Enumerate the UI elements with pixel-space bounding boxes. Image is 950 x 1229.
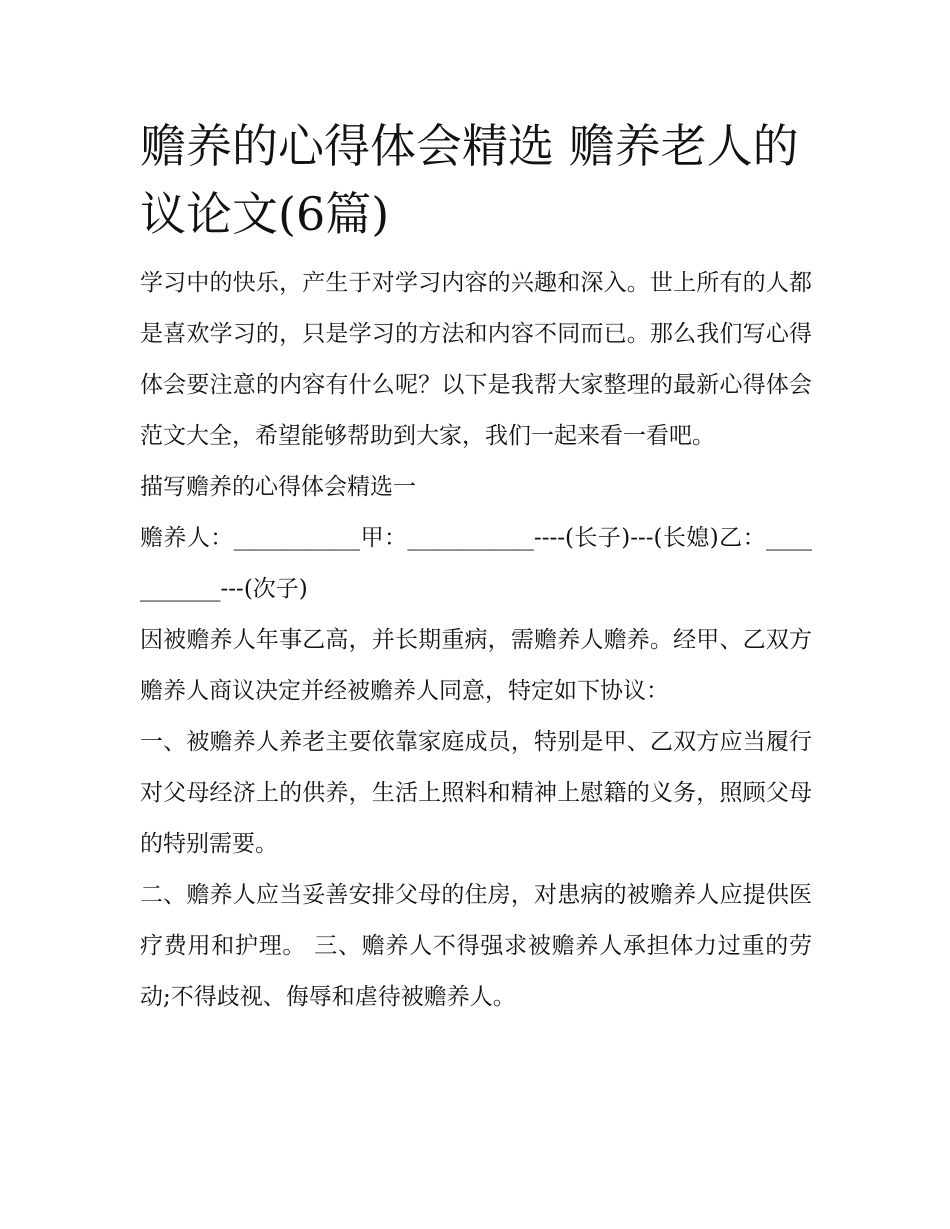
paragraph-list xyxy=(140,258,812,1023)
paragraph-clause-2-3: 二、赡养人应当妥善安排父母的住房，对患病的被赡养人应提供医疗费用和护理。 三、赡养人不得强求被赡养人承担体力过重的劳动;不得歧视、侮辱和虐待被赡养人。 xyxy=(140,882,812,1010)
paragraph-reason: 因被赡养人年事乙高，并长期重病，需赡养人赡养。经甲、乙双方赡养人商议决定并经被赡养人同意，特定如下协议： xyxy=(140,627,812,704)
paragraph-section-heading: 描写赡养的心得体会精选一 xyxy=(140,474,416,500)
document-title: 赡养的心得体会精选 赡养老人的议论文(6篇) xyxy=(140,119,799,241)
paragraph-clause-1: 一、被赡养人养老主要依靠家庭成员，特别是甲、乙双方应当履行对父母经济上的供养，生活上照料和精神上慰籍的义务，照顾父母的特别需要。 xyxy=(140,729,812,857)
document-body xyxy=(140,112,812,1023)
paragraph-intro: 学习中的快乐，产生于对学习内容的兴趣和深入。世上所有的人都是喜欢学习的，只是学习的方法和内容不同而已。那么我们写心得体会要注意的内容有什么呢？以下是我帮大家整理的最新心得体会范文大全，希望能够帮助到大家，我们一起来看一看吧。 xyxy=(140,270,812,449)
paragraph-parties: 赡养人：___________甲：___________----(长子)---(长媳)乙：___________---(次子) xyxy=(140,525,812,602)
